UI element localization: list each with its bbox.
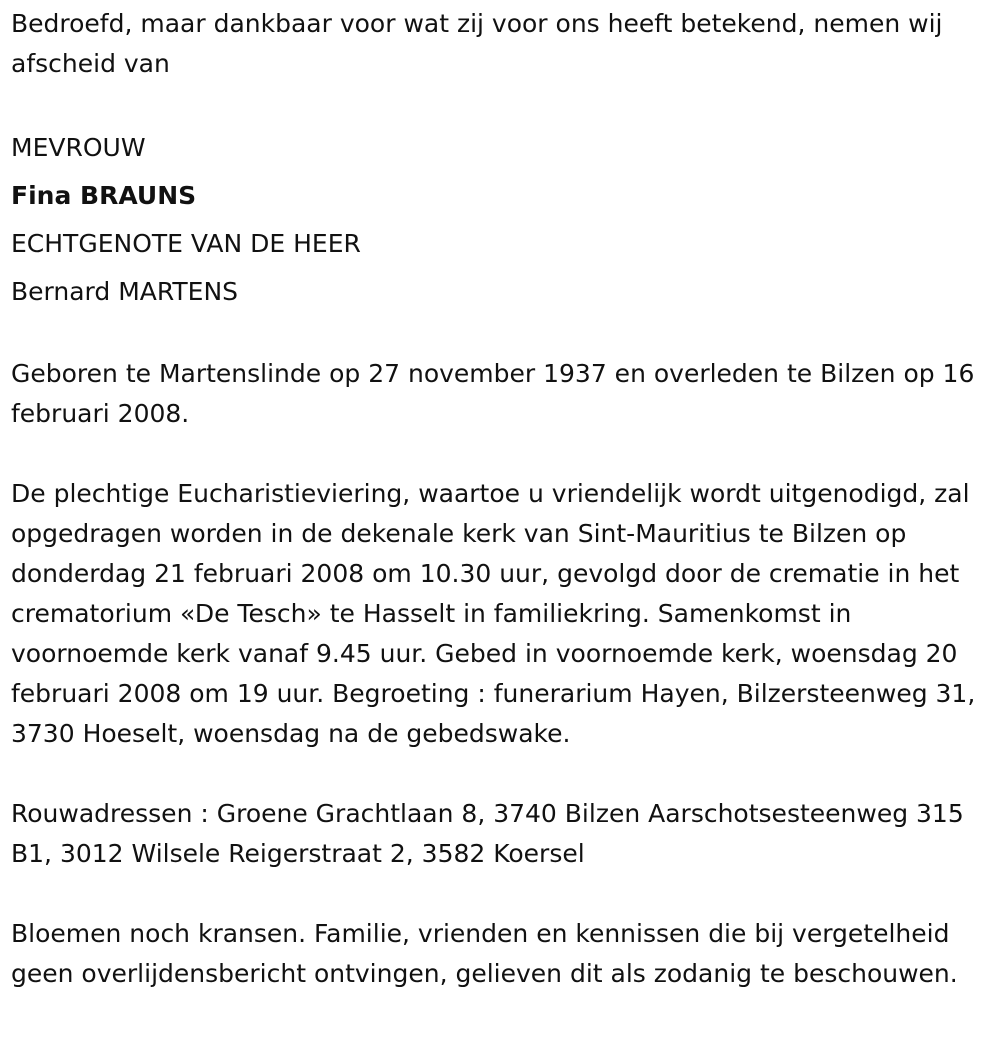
spouse-name: Bernard MARTENS — [11, 277, 239, 306]
obituary-text — [11, 4, 989, 994]
intro-paragraph: Bedroefd, maar dankbaar voor wat zij voor ons heeft betekend, nemen wij afscheid van — [11, 9, 943, 78]
ceremony-paragraph: De plechtige Eucharistieviering, waartoe u vriendelijk wordt uitgenodigd, zal opgedragen worden in de dekenale kerk van Sint-Mauritius te Bilzen op donderdag 21 februari 2008 om 10.30 uur, gevolgd door de crematie in het crematorium «De Tesch» te Hasselt in familiekring. Samenkomst in voornoemde kerk vanaf 9.45 uur. Gebed in voornoemde kerk, woensdag 20 februari 2008 om 19 uur. Begroeting : funerarium Hayen, Bilzersteenweg 31, 3730 Hoeselt, woensdag na de gebedswake. — [11, 479, 976, 748]
spacer — [11, 874, 989, 914]
addresses-paragraph: Rouwadressen : Groene Grachtlaan 8, 3740 Bilzen Aarschotsesteenweg 315 B1, 3012 Wilsele Reigerstraat 2, 3582 Koersel — [11, 799, 964, 868]
spacer — [11, 84, 989, 124]
closing-paragraph: Bloemen noch kransen. Familie, vrienden en kennissen die bij vergetelheid geen overlijdensbericht ontvingen, gelieven dit als zodanig te beschouwen. — [11, 919, 958, 988]
spacer — [11, 434, 989, 474]
relation-line: ECHTGENOTE VAN DE HEER — [11, 229, 361, 258]
spacer — [11, 754, 989, 794]
deceased-name: Fina BRAUNS — [11, 181, 197, 210]
title-prefix: MEVROUW — [11, 133, 146, 162]
spacer — [11, 316, 989, 354]
birth-death-paragraph: Geboren te Martenslinde op 27 november 1937 en overleden te Bilzen op 16 februari 2008. — [11, 359, 975, 428]
